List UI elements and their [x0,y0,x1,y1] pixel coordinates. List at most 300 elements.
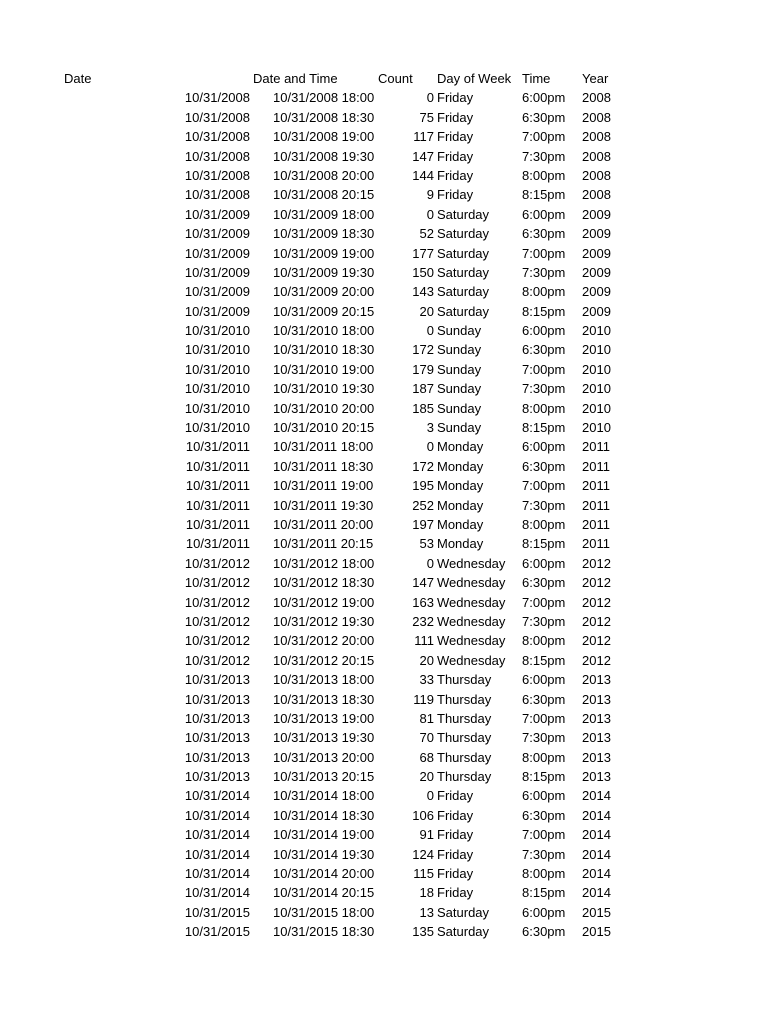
cell-year: 2013 [582,691,611,707]
cell-day-of-week: Friday [437,187,474,203]
cell-day-of-week: Monday [437,439,484,455]
cell-date-and-time: 10/31/2009 18:00 [273,206,375,222]
cell-count: 150 [412,264,434,280]
cell-count: 9 [426,187,434,203]
cell-time: 7:30pm [522,613,566,629]
cell-day-of-week: Saturday [437,924,490,940]
cell-day-of-week: Sunday [437,420,482,436]
cell-year: 2008 [582,109,611,125]
cell-day-of-week: Friday [437,866,474,882]
table-row [0,108,768,127]
table-row [0,534,768,553]
cell-time: 6:00pm [522,439,566,455]
cell-date-and-time: 10/31/2013 19:30 [273,730,375,746]
table-row [0,340,768,359]
cell-year: 2008 [582,148,611,164]
cell-date: 10/31/2012 [184,652,250,668]
header-day-of-week: Day of Week [437,71,512,86]
cell-count: 143 [412,284,434,300]
cell-day-of-week: Sunday [437,400,482,416]
cell-date-and-time: 10/31/2011 20:15 [273,536,374,552]
cell-date: 10/31/2014 [184,827,250,843]
table-row [0,437,768,456]
cell-count: 81 [419,710,434,726]
cell-date-and-time: 10/31/2009 19:30 [273,264,375,280]
cell-date-and-time: 10/31/2013 18:00 [273,672,375,688]
cell-day-of-week: Friday [437,167,474,183]
cell-date: 10/31/2014 [184,788,250,804]
cell-date: 10/31/2012 [184,594,250,610]
cell-count: 185 [412,400,434,416]
spreadsheet-table [0,69,768,942]
cell-day-of-week: Wednesday [437,652,506,668]
cell-date-and-time: 10/31/2011 20:00 [273,516,374,532]
header-time: Time [522,71,551,86]
cell-count: 232 [412,613,434,629]
cell-count: 179 [412,361,434,377]
cell-date-and-time: 10/31/2015 18:30 [273,924,375,940]
cell-count: 195 [412,478,434,494]
cell-time: 7:00pm [522,594,566,610]
cell-date: 10/31/2013 [184,749,250,765]
cell-date-and-time: 10/31/2013 20:15 [273,769,375,785]
table-row [0,205,768,224]
table-row [0,399,768,418]
cell-date: 10/31/2011 [185,516,250,532]
table-row [0,670,768,689]
cell-date-and-time: 10/31/2011 18:30 [273,458,374,474]
cell-time: 6:30pm [522,458,566,474]
cell-year: 2015 [582,924,611,940]
cell-time: 6:30pm [522,924,566,940]
cell-date-and-time: 10/31/2010 19:30 [273,381,375,397]
cell-count: 124 [412,846,434,862]
cell-date-and-time: 10/31/2010 18:00 [273,323,375,339]
table-row [0,515,768,534]
table-row [0,767,768,786]
table-row [0,185,768,204]
cell-time: 6:00pm [522,206,566,222]
cell-date-and-time: 10/31/2012 19:00 [273,594,375,610]
table-row [0,883,768,902]
cell-date: 10/31/2014 [184,807,250,823]
cell-count: 0 [426,555,434,571]
table-row [0,418,768,437]
cell-time: 8:15pm [522,187,566,203]
cell-year: 2012 [582,594,611,610]
cell-day-of-week: Wednesday [437,575,506,591]
cell-date: 10/31/2015 [184,924,250,940]
cell-date-and-time: 10/31/2014 18:30 [273,807,375,823]
cell-time: 8:00pm [522,866,566,882]
cell-day-of-week: Wednesday [437,613,506,629]
table-row [0,903,768,922]
cell-time: 6:30pm [522,691,566,707]
cell-day-of-week: Thursday [437,710,492,726]
cell-day-of-week: Thursday [437,691,492,707]
cell-count: 119 [413,691,434,707]
cell-time: 8:00pm [522,516,566,532]
cell-time: 8:15pm [522,536,566,552]
cell-date-and-time: 10/31/2008 19:30 [273,148,375,164]
cell-time: 8:00pm [522,167,566,183]
table-row [0,709,768,728]
cell-date-and-time: 10/31/2014 18:00 [273,788,375,804]
cell-time: 6:00pm [522,788,566,804]
cell-count: 75 [419,109,434,125]
cell-count: 0 [426,439,434,455]
cell-year: 2009 [582,245,611,261]
table-row [0,360,768,379]
cell-time: 8:15pm [522,885,566,901]
table-row [0,476,768,495]
cell-date-and-time: 10/31/2012 19:30 [273,613,375,629]
cell-count: 252 [412,497,434,513]
cell-year: 2014 [582,846,611,862]
cell-year: 2009 [582,226,611,242]
cell-day-of-week: Friday [437,90,474,106]
cell-day-of-week: Wednesday [437,555,506,571]
cell-day-of-week: Monday [437,516,484,532]
cell-day-of-week: Friday [437,827,474,843]
cell-time: 6:00pm [522,323,566,339]
cell-date: 10/31/2009 [184,226,250,242]
table-row [0,786,768,805]
cell-day-of-week: Friday [437,846,474,862]
cell-date-and-time: 10/31/2011 18:00 [273,439,374,455]
cell-date-and-time: 10/31/2012 20:15 [273,652,375,668]
table-row [0,127,768,146]
cell-year: 2013 [582,749,611,765]
cell-day-of-week: Saturday [437,264,490,280]
cell-count: 106 [412,807,434,823]
cell-date: 10/31/2009 [184,245,250,261]
cell-date-and-time: 10/31/2012 18:30 [273,575,375,591]
cell-date: 10/31/2009 [184,206,250,222]
cell-year: 2010 [582,361,611,377]
cell-count: 177 [412,245,434,261]
cell-date: 10/31/2008 [184,109,250,125]
cell-date: 10/31/2010 [184,420,250,436]
cell-count: 3 [426,420,434,436]
cell-count: 33 [419,672,434,688]
table-row [0,612,768,631]
cell-count: 135 [412,924,434,940]
header-date-and-time: Date and Time [253,71,338,86]
cell-date: 10/31/2014 [184,866,250,882]
table-row [0,166,768,185]
cell-day-of-week: Monday [437,536,484,552]
cell-time: 8:00pm [522,749,566,765]
table-row [0,825,768,844]
cell-date-and-time: 10/31/2014 20:15 [273,885,375,901]
cell-count: 172 [412,458,434,474]
table-row [0,922,768,941]
cell-year: 2013 [582,769,611,785]
cell-date: 10/31/2015 [184,904,250,920]
cell-day-of-week: Saturday [437,303,490,319]
cell-year: 2010 [582,323,611,339]
cell-date-and-time: 10/31/2009 19:00 [273,245,375,261]
cell-date-and-time: 10/31/2008 20:00 [273,167,375,183]
table-row [0,147,768,166]
cell-year: 2011 [582,536,610,552]
cell-day-of-week: Thursday [437,672,492,688]
cell-year: 2008 [582,167,611,183]
cell-day-of-week: Saturday [437,284,490,300]
cell-day-of-week: Monday [437,478,484,494]
cell-time: 6:00pm [522,90,566,106]
header-year: Year [582,71,609,86]
cell-year: 2011 [582,439,610,455]
cell-date-and-time: 10/31/2013 18:30 [273,691,375,707]
cell-year: 2009 [582,206,611,222]
cell-day-of-week: Saturday [437,904,490,920]
cell-time: 8:00pm [522,400,566,416]
table-row [0,806,768,825]
cell-date-and-time: 10/31/2009 20:15 [273,303,375,319]
cell-day-of-week: Wednesday [437,594,506,610]
table-row [0,651,768,670]
table-row [0,728,768,747]
table-row [0,321,768,340]
cell-year: 2013 [582,710,611,726]
cell-date: 10/31/2011 [185,497,250,513]
cell-day-of-week: Friday [437,807,474,823]
cell-date: 10/31/2014 [184,846,250,862]
cell-count: 53 [419,536,434,552]
cell-date-and-time: 10/31/2011 19:00 [273,478,374,494]
cell-count: 163 [412,594,434,610]
cell-count: 147 [412,575,434,591]
cell-year: 2013 [582,730,611,746]
cell-day-of-week: Friday [437,109,474,125]
cell-day-of-week: Saturday [437,245,490,261]
cell-year: 2009 [582,284,611,300]
cell-count: 144 [412,167,434,183]
cell-year: 2011 [582,478,610,494]
cell-date: 10/31/2008 [184,129,250,145]
cell-date-and-time: 10/31/2010 20:00 [273,400,375,416]
cell-date: 10/31/2008 [184,148,250,164]
cell-time: 7:00pm [522,710,566,726]
cell-count: 111 [414,633,434,649]
cell-date: 10/31/2009 [184,264,250,280]
cell-date-and-time: 10/31/2008 20:15 [273,187,375,203]
cell-count: 0 [426,90,434,106]
cell-date: 10/31/2008 [184,90,250,106]
cell-date: 10/31/2012 [184,555,250,571]
cell-year: 2012 [582,555,611,571]
table-row [0,631,768,650]
cell-year: 2009 [582,303,611,319]
table-row [0,554,768,573]
cell-time: 7:30pm [522,497,566,513]
cell-day-of-week: Friday [437,788,474,804]
cell-year: 2010 [582,400,611,416]
cell-year: 2013 [582,672,611,688]
cell-date-and-time: 10/31/2008 18:30 [273,109,375,125]
table-row [0,457,768,476]
cell-time: 7:30pm [522,381,566,397]
cell-date-and-time: 10/31/2008 18:00 [273,90,375,106]
cell-year: 2014 [582,788,611,804]
header-row [0,69,768,88]
table-row [0,845,768,864]
cell-time: 7:00pm [522,129,566,145]
table-row [0,864,768,883]
cell-count: 20 [419,769,434,785]
cell-day-of-week: Wednesday [437,633,506,649]
cell-year: 2010 [582,420,611,436]
cell-count: 20 [419,652,434,668]
table-row [0,379,768,398]
cell-date-and-time: 10/31/2008 19:00 [273,129,375,145]
cell-time: 7:30pm [522,730,566,746]
cell-date: 10/31/2012 [184,575,250,591]
cell-count: 197 [412,516,434,532]
table-row [0,496,768,515]
cell-year: 2012 [582,575,611,591]
cell-date: 10/31/2012 [184,633,250,649]
cell-time: 6:00pm [522,904,566,920]
cell-date-and-time: 10/31/2013 19:00 [273,710,375,726]
cell-time: 7:30pm [522,264,566,280]
cell-count: 172 [412,342,434,358]
table-row [0,690,768,709]
header-count: Count [378,71,413,86]
cell-time: 8:15pm [522,303,566,319]
table-row [0,282,768,301]
cell-date-and-time: 10/31/2013 20:00 [273,749,375,765]
cell-day-of-week: Friday [437,148,474,164]
cell-year: 2014 [582,827,611,843]
cell-year: 2008 [582,90,611,106]
cell-date-and-time: 10/31/2010 18:30 [273,342,375,358]
cell-count: 115 [413,866,434,882]
cell-date-and-time: 10/31/2009 20:00 [273,284,375,300]
cell-date: 10/31/2009 [184,284,250,300]
cell-date-and-time: 10/31/2014 19:00 [273,827,375,843]
cell-date: 10/31/2013 [184,691,250,707]
cell-date: 10/31/2011 [185,458,250,474]
cell-count: 147 [412,148,434,164]
cell-date: 10/31/2008 [184,187,250,203]
cell-date: 10/31/2010 [184,323,250,339]
cell-date: 10/31/2011 [185,536,250,552]
table-row [0,748,768,767]
cell-day-of-week: Friday [437,885,474,901]
cell-day-of-week: Friday [437,129,474,145]
cell-time: 7:00pm [522,478,566,494]
cell-day-of-week: Sunday [437,361,482,377]
cell-date-and-time: 10/31/2010 20:15 [273,420,375,436]
cell-date: 10/31/2013 [184,730,250,746]
cell-date: 10/31/2010 [184,361,250,377]
cell-date: 10/31/2010 [184,342,250,358]
cell-date-and-time: 10/31/2014 19:30 [273,846,375,862]
cell-year: 2010 [582,342,611,358]
cell-year: 2014 [582,807,611,823]
table-row [0,263,768,282]
cell-day-of-week: Thursday [437,749,492,765]
table-row [0,593,768,612]
cell-count: 91 [419,827,434,843]
cell-time: 6:30pm [522,575,566,591]
cell-date: 10/31/2009 [184,303,250,319]
cell-day-of-week: Sunday [437,323,482,339]
cell-date-and-time: 10/31/2012 18:00 [273,555,375,571]
table-row [0,244,768,263]
table-body [0,88,768,941]
cell-year: 2011 [582,497,610,513]
cell-day-of-week: Sunday [437,342,482,358]
cell-time: 8:00pm [522,633,566,649]
cell-count: 52 [419,226,434,242]
cell-date: 10/31/2012 [184,613,250,629]
cell-time: 6:30pm [522,226,566,242]
cell-day-of-week: Sunday [437,381,482,397]
cell-time: 6:00pm [522,555,566,571]
cell-count: 0 [426,206,434,222]
cell-date: 10/31/2013 [184,769,250,785]
cell-date: 10/31/2013 [184,672,250,688]
cell-time: 6:00pm [522,672,566,688]
cell-day-of-week: Thursday [437,769,492,785]
cell-day-of-week: Thursday [437,730,492,746]
cell-time: 8:00pm [522,284,566,300]
cell-date-and-time: 10/31/2015 18:00 [273,904,375,920]
cell-date: 10/31/2010 [184,381,250,397]
cell-year: 2011 [582,516,610,532]
table-row [0,573,768,592]
cell-date-and-time: 10/31/2011 19:30 [273,497,374,513]
cell-count: 187 [412,381,434,397]
cell-count: 0 [426,788,434,804]
cell-time: 7:00pm [522,361,566,377]
cell-time: 6:30pm [522,109,566,125]
cell-day-of-week: Monday [437,497,484,513]
cell-year: 2012 [582,633,611,649]
cell-year: 2012 [582,613,611,629]
cell-count: 68 [419,749,434,765]
cell-count: 70 [419,730,434,746]
cell-date: 10/31/2011 [185,439,250,455]
cell-count: 13 [419,904,434,920]
cell-year: 2010 [582,381,611,397]
cell-date: 10/31/2010 [184,400,250,416]
header-date: Date [64,71,92,86]
cell-time: 6:30pm [522,342,566,358]
table-row [0,88,768,107]
cell-time: 8:15pm [522,652,566,668]
cell-date: 10/31/2014 [184,885,250,901]
cell-year: 2014 [582,885,611,901]
cell-year: 2015 [582,904,611,920]
cell-time: 7:30pm [522,846,566,862]
cell-date-and-time: 10/31/2009 18:30 [273,226,375,242]
cell-year: 2012 [582,652,611,668]
cell-year: 2008 [582,129,611,145]
cell-date-and-time: 10/31/2012 20:00 [273,633,375,649]
cell-day-of-week: Saturday [437,226,490,242]
cell-date: 10/31/2011 [185,478,250,494]
cell-count: 18 [419,885,434,901]
cell-count: 20 [419,303,434,319]
cell-time: 8:15pm [522,420,566,436]
cell-count: 0 [426,323,434,339]
cell-date-and-time: 10/31/2010 19:00 [273,361,375,377]
